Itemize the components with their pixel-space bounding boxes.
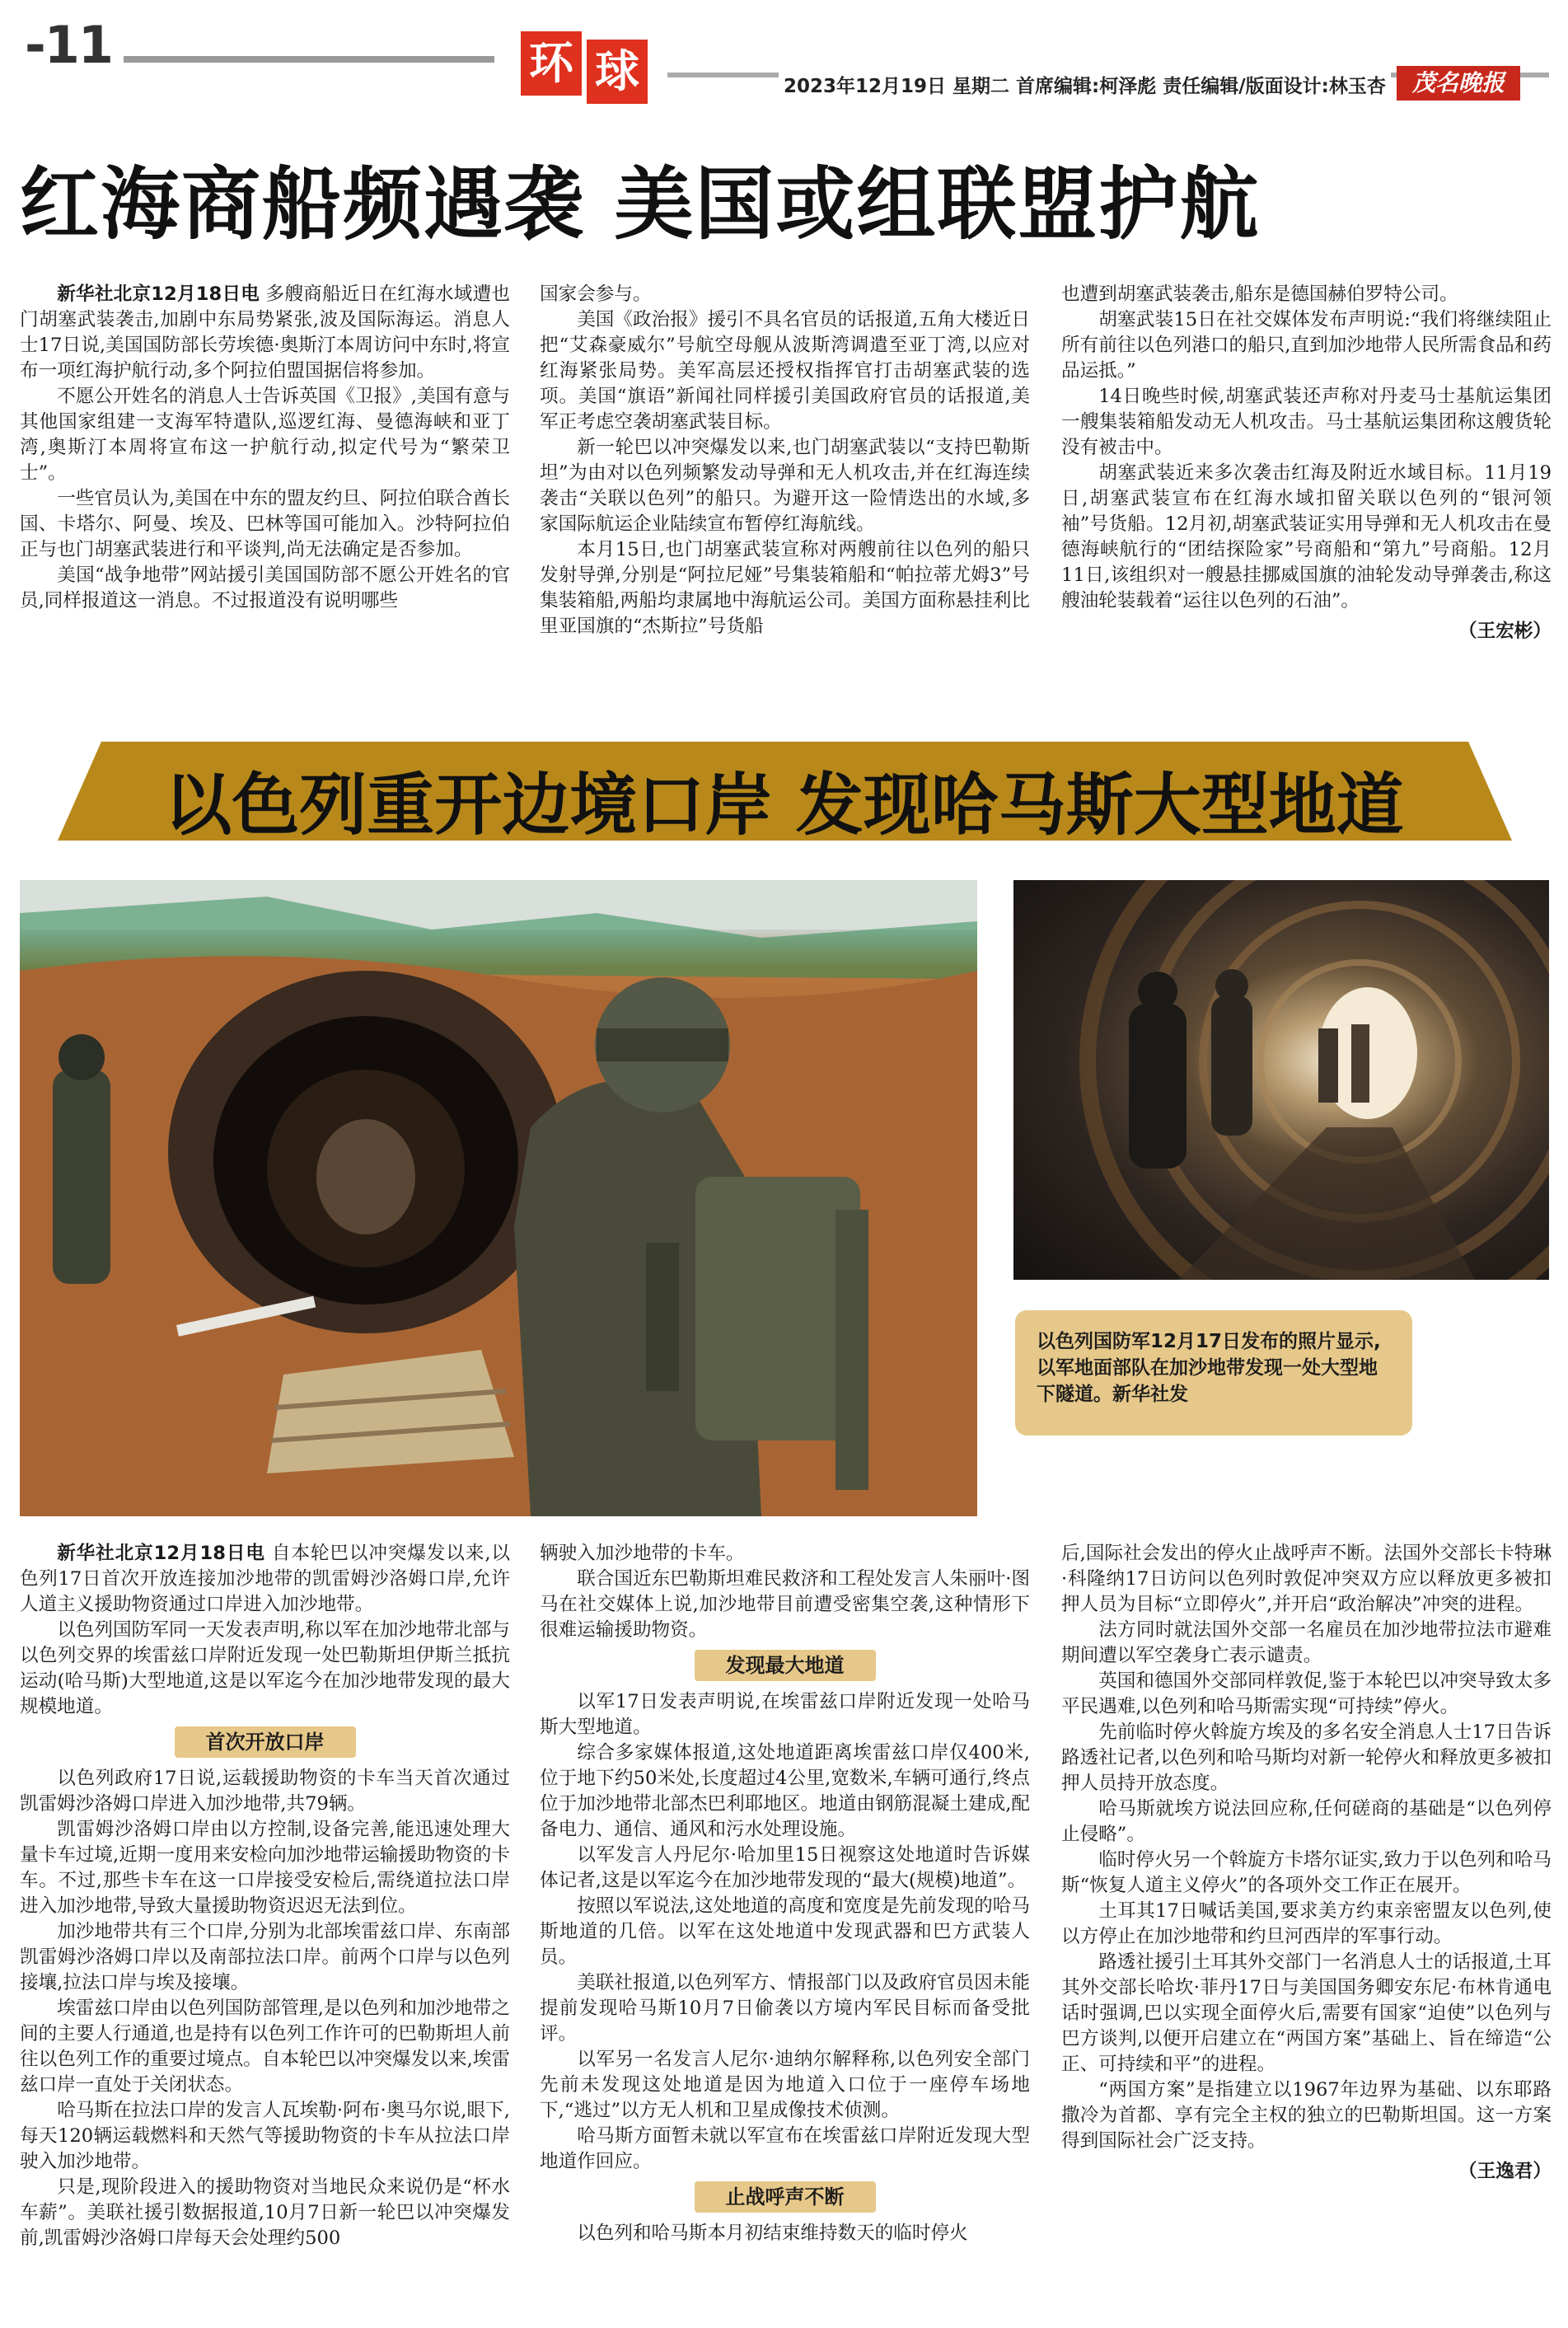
- article2-column-3: [1061, 1541, 1552, 2185]
- article2-paragraph: 以色列和哈马斯本月初结束维持数天的临时停火: [577, 2223, 968, 2244]
- article2-byline: （王逸君）: [1458, 2161, 1552, 2182]
- article2-paragraph: 后,国际社会发出的停火止战呼声不断。法国外交部长卡特琳·科隆纳17日访问以色列时敦促冲突双方应以释放更多被扣押人员为目标“立即停火”,并开启“政治解决”冲突的进程。: [1061, 1543, 1552, 1615]
- article2-paragraph: 联合国近东巴勒斯坦难民救济和工程处发言人朱丽叶·图马在社交媒体上说,加沙地带目前遭受密集空袭,这种情形下很难运输援助物资。: [540, 1568, 1030, 1641]
- article1-paragraph: 国家会参与。: [540, 283, 652, 305]
- article2-paragraph: 新华社北京12月18日电 自本轮巴以冲突爆发以来,以色列17日首次开放连接加沙地带的凯雷姆沙洛姆口岸,允许人道主义援助物资通过口岸进入加沙地带。: [20, 1543, 510, 1615]
- subhead-open-crossing: 首次开放口岸: [175, 1726, 356, 1758]
- article2-paragraph: 加沙地带共有三个口岸,分别为北部埃雷兹口岸、东南部凯雷姆沙洛姆口岸以及南部拉法口岸。前两个口岸与以色列接壤,拉法口岸与埃及接壤。: [20, 1921, 510, 1993]
- article2-paragraph: 以军发言人丹尼尔·哈加里15日视察这处地道时告诉媒体记者,这是以军迄今在加沙地带发现的“最大(规模)地道”。: [540, 1844, 1030, 1891]
- article2-paragraph: “两国方案”是指建立以1967年边界为基础、以东耶路撒冷为首都、享有完全主权的独立的巴勒斯坦国。这一方案得到国际社会广泛支持。: [1061, 2079, 1552, 2152]
- article2-paragraph: 哈马斯就埃方说法回应称,任何磋商的基础是“以色列停止侵略”。: [1061, 1798, 1552, 1845]
- article2-paragraph: 哈马斯在拉法口岸的发言人瓦埃勒·阿布·奥马尔说,眼下,每天120辆运载燃料和天然气等援助物资的卡车从拉法口岸驶入加沙地带。: [20, 2100, 510, 2172]
- article2-paragraph: 埃雷兹口岸由以色列国防部管理,是以色列和加沙地带之间的主要人行通道,也是持有以色列工作许可的巴勒斯坦人前往以色列工作的重要过境点。自本轮巴以冲突爆发以来,埃雷兹口岸一直处于关闭状态。: [20, 1998, 510, 2096]
- page-number: -11: [25, 15, 113, 75]
- tunnel-interior-photo: [1013, 880, 1549, 1280]
- article2-dateline: 新华社北京12月18日电: [57, 1543, 265, 1564]
- photo-caption: 以色列国防军12月17日发布的照片显示,以军地面部队在加沙地带发现一处大型地下隧道。新华社发: [1015, 1310, 1412, 1436]
- article1-paragraph: 不愿公开姓名的消息人士告诉英国《卫报》,美国有意与其他国家组建一支海军特遣队,巡逻红海、曼德海峡和亚丁湾,奥斯汀本周将宣布这一护航行动,拟定代号为“繁荣卫士”。: [20, 386, 510, 484]
- article1-paragraph: 新一轮巴以冲突爆发以来,也门胡塞武装以“支持巴勒斯坦”为由对以色列频繁发动导弹和无人机攻击,并在红海连续袭击“关联以色列”的船只。为避开这一险情迭出的水域,多家国际航运企业陆续宣布暂停红海航线。: [540, 437, 1030, 535]
- article1-paragraph: 也遭到胡塞武装袭击,船东是德国赫伯罗特公司。: [1061, 283, 1458, 305]
- photo2-illustration: [1013, 880, 1549, 1280]
- article2-column-2: [540, 1541, 1030, 2246]
- article1-paragraph: 胡塞武装近来多次袭击红海及附近水域目标。11月19日,胡塞武装宣布在红海水域扣留关联以色列的“银河领袖”号货船。12月初,胡塞武装证实用导弹和无人机攻击在曼德海峡航行的“团结探险家”号商船和“第九”号商船。12月11日,该组织对一艘悬挂挪威国旗的油轮发动导弹袭击,称这艘油轮装载着“运往以色列的石油”。: [1061, 462, 1552, 611]
- article2-paragraph: 综合多家媒体报道,这处地道距离埃雷兹口岸仅400米,位于地下约50米处,长度超过4公里,宽数米,车辆可通行,终点位于加沙地带北部杰巴利耶地区。地道由钢筋混凝土建成,配备电力、通信、通风和污水处理设施。: [540, 1742, 1030, 1840]
- article1-paragraph: 新华社北京12月18日电 多艘商船近日在红海水域遭也门胡塞武装袭击,加剧中东局势紧张,波及国际海运。消息人士17日说,美国国防部长劳埃德·奥斯汀本周访问中东时,将宣布一项红海护航行动,多个阿拉伯盟国据信将参加。: [20, 283, 511, 382]
- article2-paragraph: 只是,现阶段进入的援助物资对当地民众来说仍是“杯水车薪”。美联社援引数据报道,10月7日新一轮巴以冲突爆发前,凯雷姆沙洛姆口岸每天会处理约500: [20, 2176, 510, 2249]
- subhead-ceasefire-calls: 止战呼声不断: [695, 2181, 876, 2213]
- article1-column-2: [540, 282, 1030, 639]
- article2-paragraph: 路透社援引土耳其外交部门一名消息人士的话报道,土耳其外交部长哈坎·菲丹17日与美国国务卿安东尼·布林肯通电话时强调,巴以实现全面停火后,需要有国家“迫使”以色列与巴方谈判,以便开启建立在“两国方案”基础上、旨在缔造“公正、可持续和平”的进程。: [1061, 1951, 1552, 2075]
- article2-paragraph: 凯雷姆沙洛姆口岸由以方控制,设备完善,能迅速处理大量卡车过境,近期一度用来安检向加沙地带运输援助物资的卡车。不过,那些卡车在这一口岸接受安检后,需绕道拉法口岸进入加沙地带,导致大量援助物资迟迟无法到位。: [20, 1819, 510, 1917]
- article1-headline: 红海商船频遇袭 美国或组联盟护航: [20, 158, 1261, 251]
- article1-paragraph: 胡塞武装15日在社交媒体发布声明说:“我们将继续阻止所有前往以色列港口的船只,直到加沙地带人民所需食品和药品运抵。”: [1061, 309, 1552, 382]
- subhead-largest-tunnel: 发现最大地道: [695, 1650, 876, 1681]
- section-label-char2: 球: [587, 40, 648, 104]
- article1-paragraph: 一些官员认为,美国在中东的盟友约旦、阿拉伯联合酋长国、卡塔尔、阿曼、埃及、巴林等国可能加入。沙特阿拉伯正与也门胡塞武装进行和平谈判,尚无法确定是否参加。: [20, 488, 510, 560]
- tunnel-soldier-photo: [20, 880, 977, 1516]
- article1-column-3: [1061, 282, 1552, 644]
- article2-headline: 以色列重开边境口岸 发现哈马斯大型地道: [164, 766, 1404, 845]
- newspaper-logo: 茂名晚报: [1397, 66, 1520, 101]
- article2-paragraph: 辆驶入加沙地带的卡车。: [540, 1543, 745, 1564]
- section-label-char1: 环: [521, 31, 582, 96]
- article1-paragraph: 美国《政治报》援引不具名官员的话报道,五角大楼近日把“艾森豪威尔”号航空母舰从波斯湾调遣至亚丁湾,以应对红海紧张局势。美军高层还授权指挥官打击胡塞武装的选项。美国“旗语”新闻社同样援引美国政府官员的话报道,美军正考虑空袭胡塞武装目标。: [540, 309, 1030, 433]
- article2-paragraph: 英国和德国外交部同样敦促,鉴于本轮巴以冲突导致太多平民遇难,以色列和哈马斯需实现“可持续”停火。: [1061, 1670, 1552, 1717]
- photo1-illustration: [20, 880, 977, 1516]
- article2-paragraph: 以色列国防军同一天发表声明,称以军在加沙地带北部与以色列交界的埃雷兹口岸附近发现一处巴勒斯坦伊斯兰抵抗运动(哈马斯)大型地道,这是以军迄今在加沙地带发现的最大规模地道。: [20, 1619, 510, 1717]
- article1-byline: （王宏彬）: [1458, 621, 1552, 642]
- article2-paragraph: 以军另一名发言人尼尔·迪纳尔解释称,以色列安全部门先前未发现这处地道是因为地道入口位于一座停车场地下,“逃过”以方无人机和卫星成像技术侦测。: [540, 2049, 1030, 2121]
- article2-paragraph: 以军17日发表声明说,在埃雷兹口岸附近发现一处哈马斯大型地道。: [540, 1691, 1030, 1738]
- article2-paragraph: 先前临时停火斡旋方埃及的多名安全消息人士17日告诉路透社记者,以色列和哈马斯均对新一轮停火和释放更多被扣押人员持开放态度。: [1061, 1721, 1552, 1794]
- article2-paragraph: 以色列政府17日说,运载援助物资的卡车当天首次通过凯雷姆沙洛姆口岸进入加沙地带,共79辆。: [20, 1768, 510, 1815]
- article1-paragraph: 本月15日,也门胡塞武装宣称对两艘前往以色列的船只发射导弹,分别是“阿拉尼娅”号集装箱船和“帕拉蒂尤姆3”号集装箱船,两船均隶属地中海航运公司。美国方面称悬挂利比里亚国旗的“杰斯拉”号货船: [540, 539, 1030, 637]
- article2-paragraph: 临时停火另一个斡旋方卡塔尔证实,致力于以色列和哈马斯“恢复人道主义停火”的各项外交工作正在展开。: [1061, 1849, 1552, 1896]
- article1-paragraph: 美国“战争地带”网站援引美国国防部不愿公开姓名的官员,同样报道这一消息。不过报道没有说明哪些: [20, 564, 510, 611]
- header-rule-left: [124, 56, 494, 63]
- dateline: 2023年12月19日 星期二 首席编辑:柯泽彪 责任编辑/版面设计:林玉杏: [779, 71, 1391, 98]
- article2-column-1: [20, 1541, 510, 2251]
- article1-paragraph: 14日晚些时候,胡塞武装还声称对丹麦马士基航运集团一艘集装箱船发动无人机攻击。马士基航运集团称这艘货轮没有被击中。: [1061, 386, 1552, 458]
- article1-dateline: 新华社北京12月18日电: [57, 283, 260, 305]
- article2-paragraph: 土耳其17日喊话美国,要求美方约束亲密盟友以色列,使以方停止在加沙地带和约旦河西岸的军事行动。: [1061, 1900, 1552, 1947]
- article2-paragraph: 按照以军说法,这处地道的高度和宽度是先前发现的哈马斯地道的几倍。以军在这处地道中发现武器和巴方武装人员。: [540, 1895, 1030, 1968]
- article1-column-1: [20, 282, 510, 614]
- article2-paragraph: 美联社报道,以色列军方、情报部门以及政府官员因未能提前发现哈马斯10月7日偷袭以方境内军民目标而备受批评。: [540, 1972, 1030, 2045]
- article2-paragraph: 哈马斯方面暂未就以军宣布在埃雷兹口岸附近发现大型地道作回应。: [540, 2125, 1030, 2172]
- article2-paragraph: 法方同时就法国外交部一名雇员在加沙地带拉法市避难期间遭以军空袭身亡表示谴责。: [1061, 1619, 1552, 1666]
